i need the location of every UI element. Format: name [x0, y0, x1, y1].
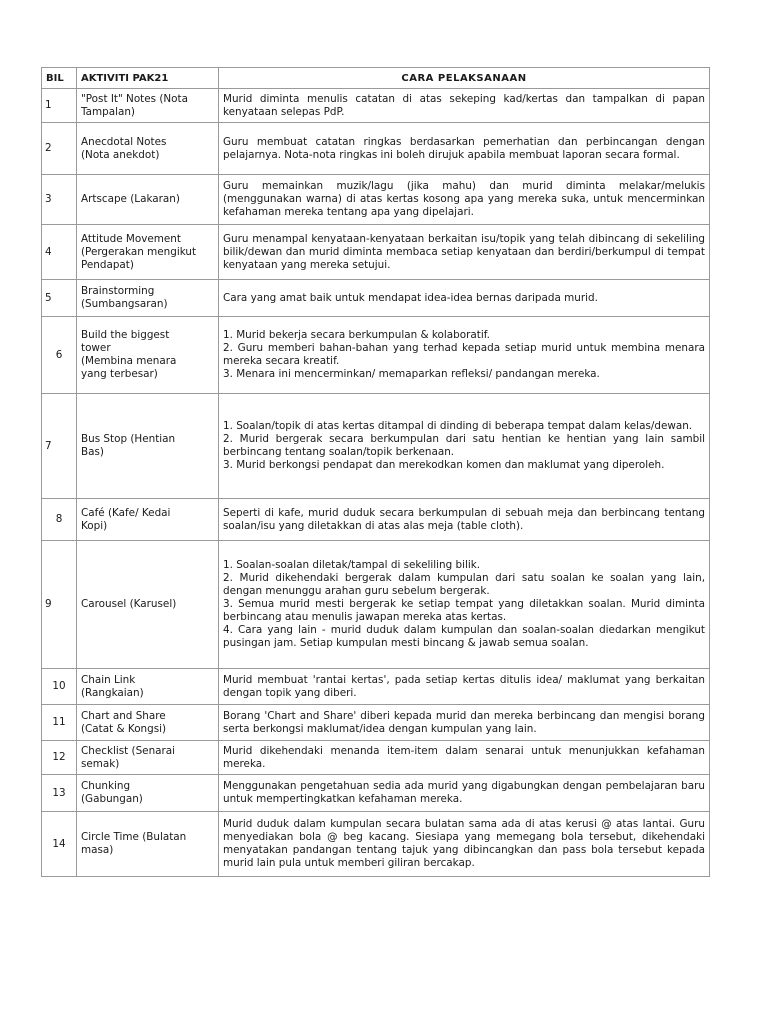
activity-name-line: "Post It" Notes (Nota [81, 92, 188, 105]
activity-name-line: (Pergerakan mengikut [81, 245, 197, 258]
implementation-method [219, 89, 710, 123]
table-row [42, 123, 710, 175]
activity-name-line: (Membina menara [81, 355, 177, 367]
implementation-step: Borang 'Chart and Share' diberi kepada murid dan mereka berbincang dan mengisi borang serta berkongsi maklumat/idea dengan kumpulan yang lain. [223, 709, 705, 735]
activity-name-line: Artscape (Lakaran) [81, 193, 180, 205]
activity-name-line: Kopi) [81, 519, 108, 532]
table-row [42, 317, 710, 394]
implementation-method [219, 541, 710, 669]
table-row [42, 812, 710, 877]
activity-name-line: Carousel (Karusel) [81, 598, 177, 610]
table-row [42, 541, 710, 669]
table-row [42, 280, 710, 317]
table-body [42, 89, 710, 877]
pak21-activity-table [41, 67, 710, 877]
activity-name [77, 394, 219, 499]
activity-name-line: (Gabungan) [81, 793, 143, 805]
row-number: 4 [42, 225, 77, 280]
activity-name-line: Brainstorming [81, 285, 155, 297]
table-row [42, 741, 710, 775]
implementation-method [219, 394, 710, 499]
implementation-step: 2. Murid bergerak secara berkumpulan dari satu hentian ke hentian yang lain sambil berbincang tentang soalan/topik berkenaan. [223, 433, 705, 458]
activity-name [77, 541, 219, 669]
activity-name-line: Chart and Share [81, 709, 166, 722]
implementation-step: Menggunakan pengetahuan sedia ada murid yang digabungkan dengan pembelajaran baru untuk mempertingkatkan kefahaman mereka. [223, 780, 705, 805]
activity-name [77, 123, 219, 175]
activity-name-line: masa) [81, 844, 114, 856]
row-number: 12 [42, 741, 77, 775]
table-row [42, 775, 710, 812]
implementation-step: 1. Murid bekerja secara berkumpulan & kolaboratif. [223, 329, 490, 341]
implementation-step: 1. Soalan-soalan diletak/tampal di sekeliling bilik. [223, 559, 481, 571]
implementation-step: Seperti di kafe, murid duduk secara berkumpulan di sebuah meja dan berbincang tentang soalan/isu yang diletakkan di atas alas meja (table cloth). [223, 506, 705, 532]
row-number: 3 [42, 175, 77, 225]
row-number: 7 [42, 394, 77, 499]
implementation-method [219, 775, 710, 812]
row-number: 6 [42, 317, 77, 394]
implementation-method [219, 225, 710, 280]
activity-name-line: Checklist (Senarai [81, 744, 176, 757]
implementation-step: 3. Semua murid mesti bergerak ke setiap tempat yang diletakkan soalan. Murid diminta berbincang atau menulis jawapan mereka atas kertas. [223, 598, 705, 623]
table-row [42, 89, 710, 123]
activity-name [77, 775, 219, 812]
row-number: 1 [42, 89, 77, 123]
table-row [42, 705, 710, 741]
implementation-step: Murid diminta menulis catatan di atas sekeping kad/kertas dan tampalkan di papan kenyataan selepas PdP. [223, 92, 705, 118]
implementation-step: Cara yang amat baik untuk mendapat idea-idea bernas daripada murid. [223, 291, 598, 304]
table-row [42, 175, 710, 225]
activity-name-line: Café (Kafe/ Kedai [81, 506, 171, 519]
table-row [42, 499, 710, 541]
implementation-method [219, 669, 710, 705]
implementation-step: 3. Menara ini mencerminkan/ memaparkan refleksi/ pandangan mereka. [223, 368, 600, 380]
activity-name-line: Chunking [81, 780, 131, 792]
table-row [42, 394, 710, 499]
activity-name-line: (Nota anekdot) [81, 148, 160, 161]
implementation-method [219, 280, 710, 317]
activity-name-line: (Sumbangsaran) [81, 298, 168, 310]
activity-name-line: Pendapat) [81, 258, 134, 271]
table-row [42, 225, 710, 280]
implementation-step: Guru menampal kenyataan-kenyataan berkaitan isu/topik yang telah dibincang di sekeliling bilik/dewan dan murid diminta membaca setiap kenyataan dan berdiri/berkumpul di tempat kenyataan yang mereka setujui. [223, 232, 705, 271]
activity-name-line: Tampalan) [81, 105, 135, 118]
activity-name-line: semak) [81, 757, 120, 770]
row-number: 9 [42, 541, 77, 669]
activity-name [77, 89, 219, 123]
implementation-step: Murid membuat 'rantai kertas', pada setiap kertas ditulis idea/ maklumat yang berkaitan dengan topik yang diberi. [223, 673, 705, 699]
row-number: 10 [42, 669, 77, 705]
activity-name [77, 280, 219, 317]
implementation-method [219, 741, 710, 775]
row-number: 13 [42, 775, 77, 812]
activity-name-line: tower [81, 342, 111, 354]
activity-name [77, 812, 219, 877]
implementation-step: Murid duduk dalam kumpulan secara bulatan sama ada di atas kerusi @ atas lantai. Guru menyediakan bola @ beg kacang. Siesiapa yang memegang bola tersebut, dikehendaki menyatakan pandangan tentang tajuk yang dibincangkan dan pass bola tersebut kepada murid lain pula untuk memberi giliran bercakap. [223, 818, 705, 869]
implementation-step: Guru memainkan muzik/lagu (jika mahu) dan murid diminta melakar/melukis (menggunakan warna) di atas kertas kosong apa yang mereka suka, untuk mencerminkan kefahaman mereka tentang apa yang dipelajari. [223, 180, 705, 218]
activity-name [77, 705, 219, 741]
implementation-step: 3. Murid berkongsi pendapat dan merekodkan komen dan maklumat yang diperoleh. [223, 459, 665, 471]
activity-name-line: Anecdotal Notes [81, 135, 167, 148]
activity-name-line: Build the biggest [81, 329, 170, 341]
activity-name [77, 175, 219, 225]
activity-name-line: yang terbesar) [81, 368, 158, 380]
activity-name-line: Attitude Movement [81, 232, 181, 245]
row-number: 14 [42, 812, 77, 877]
implementation-step: Guru membuat catatan ringkas berdasarkan pemerhatian dan perbincangan dengan pelajarnya. Nota-nota ringkas ini boleh dirujuk apabila membuat laporan secara formal. [223, 135, 705, 161]
activity-name-line: (Rangkaian) [81, 686, 144, 699]
activity-name [77, 225, 219, 280]
implementation-step: 2. Guru memberi bahan-bahan yang terhad kepada setiap murid untuk membina menara mereka secara kreatif. [223, 342, 705, 367]
activity-name-line: Bus Stop (Hentian [81, 433, 176, 445]
implementation-method [219, 123, 710, 175]
implementation-method [219, 705, 710, 741]
implementation-step: 4. Cara yang lain - murid duduk dalam kumpulan dan soalan-soalan diedarkan mengikut pusingan jam. Setiap kumpulan mesti bincang & jawab semua soalan. [223, 624, 705, 649]
header-bil: BIL [42, 68, 77, 89]
row-number: 5 [42, 280, 77, 317]
implementation-method [219, 812, 710, 877]
implementation-step: 1. Soalan/topik di atas kertas ditampal di dinding di beberapa tempat dalam kelas/dewan. [223, 420, 693, 432]
activity-name [77, 669, 219, 705]
activity-name-line: Chain Link [81, 673, 136, 686]
table-header-row [42, 68, 710, 89]
activity-name-line: (Catat & Kongsi) [81, 722, 167, 735]
implementation-method [219, 175, 710, 225]
implementation-step: Murid dikehendaki menanda item-item dalam senarai untuk menunjukkan kefahaman mereka. [223, 744, 705, 770]
header-aktiviti: AKTIVITI PAK21 [77, 68, 219, 89]
activity-name-line: Circle Time (Bulatan [81, 831, 187, 843]
table-row [42, 669, 710, 705]
row-number: 8 [42, 499, 77, 541]
implementation-method [219, 499, 710, 541]
header-cara: CARA PELAKSANAAN [219, 68, 710, 89]
activity-name [77, 499, 219, 541]
activity-name-line: Bas) [81, 446, 104, 458]
row-number: 2 [42, 123, 77, 175]
activity-name [77, 741, 219, 775]
implementation-step: 2. Murid dikehendaki bergerak dalam kumpulan dari satu soalan ke soalan yang lain, dengan menunggu arahan guru sebelum bergerak. [223, 572, 705, 597]
activity-name [77, 317, 219, 394]
row-number: 11 [42, 705, 77, 741]
implementation-method [219, 317, 710, 394]
